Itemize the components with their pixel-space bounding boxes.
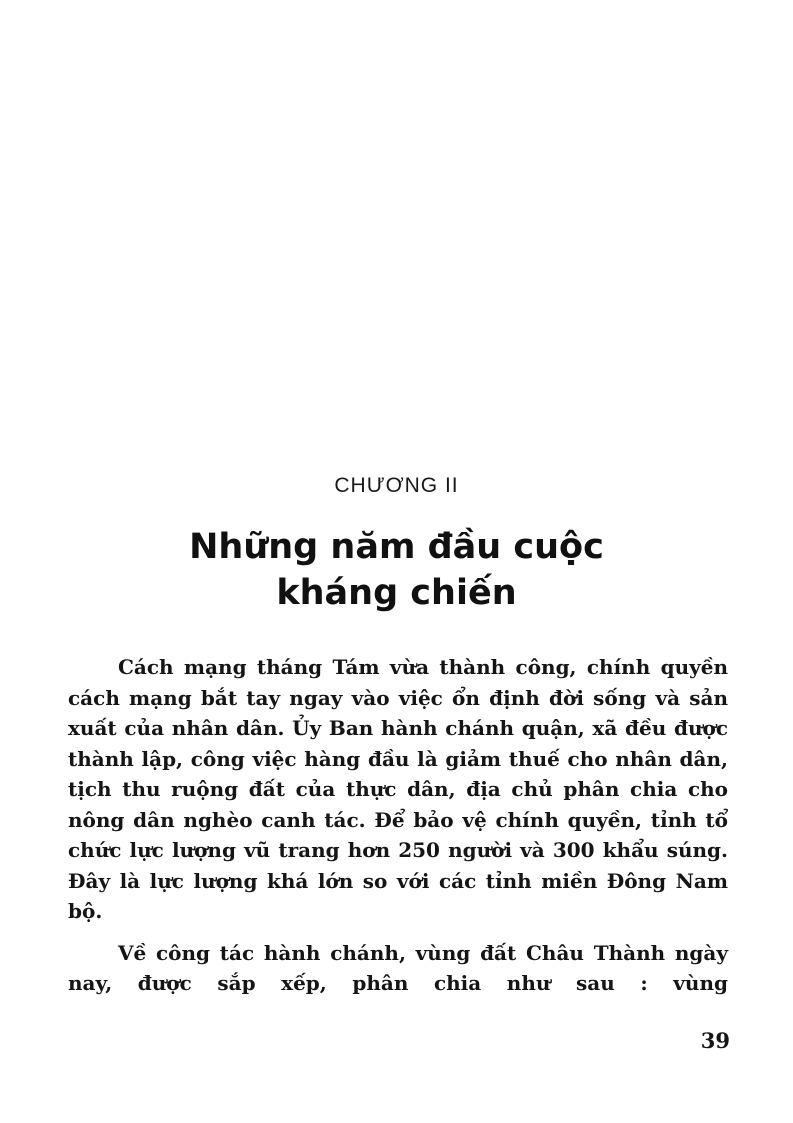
paragraph-2: Về công tác hành chánh, vùng đất Châu Thành ngày nay, được sắp xếp, phân chia như sau : vùng — [68, 940, 728, 995]
chapter-label: CHƯƠNG II — [334, 474, 459, 497]
chapter-title — [0, 524, 793, 616]
paragraph-1: Cách mạng tháng Tám vừa thành công, chính quyền cách mạng bắt tay ngay vào việc ổn định đời sống và sản xuất của nhân dân. Ủy Ban hành chánh quận, xã đều được thành lập, công việc hàng đầu là giảm thuế cho nhân dân, tịch thu ruộng đất của thực dân, địa chủ phân chia cho nông dân nghèo canh tác. Để bảo vệ chính quyền, tỉnh tổ chức lực lượng vũ trang hơn 250 người và 300 khẩu súng. Đây là lực lượng khá lớn so với các tỉnh miền Đông Nam bộ. — [68, 655, 728, 923]
body-text — [68, 652, 728, 999]
page-number: 39 — [700, 1028, 730, 1053]
chapter-title-line-2: kháng chiến — [276, 573, 517, 613]
chapter-title-line-1: Những năm đầu cuộc — [189, 527, 604, 567]
